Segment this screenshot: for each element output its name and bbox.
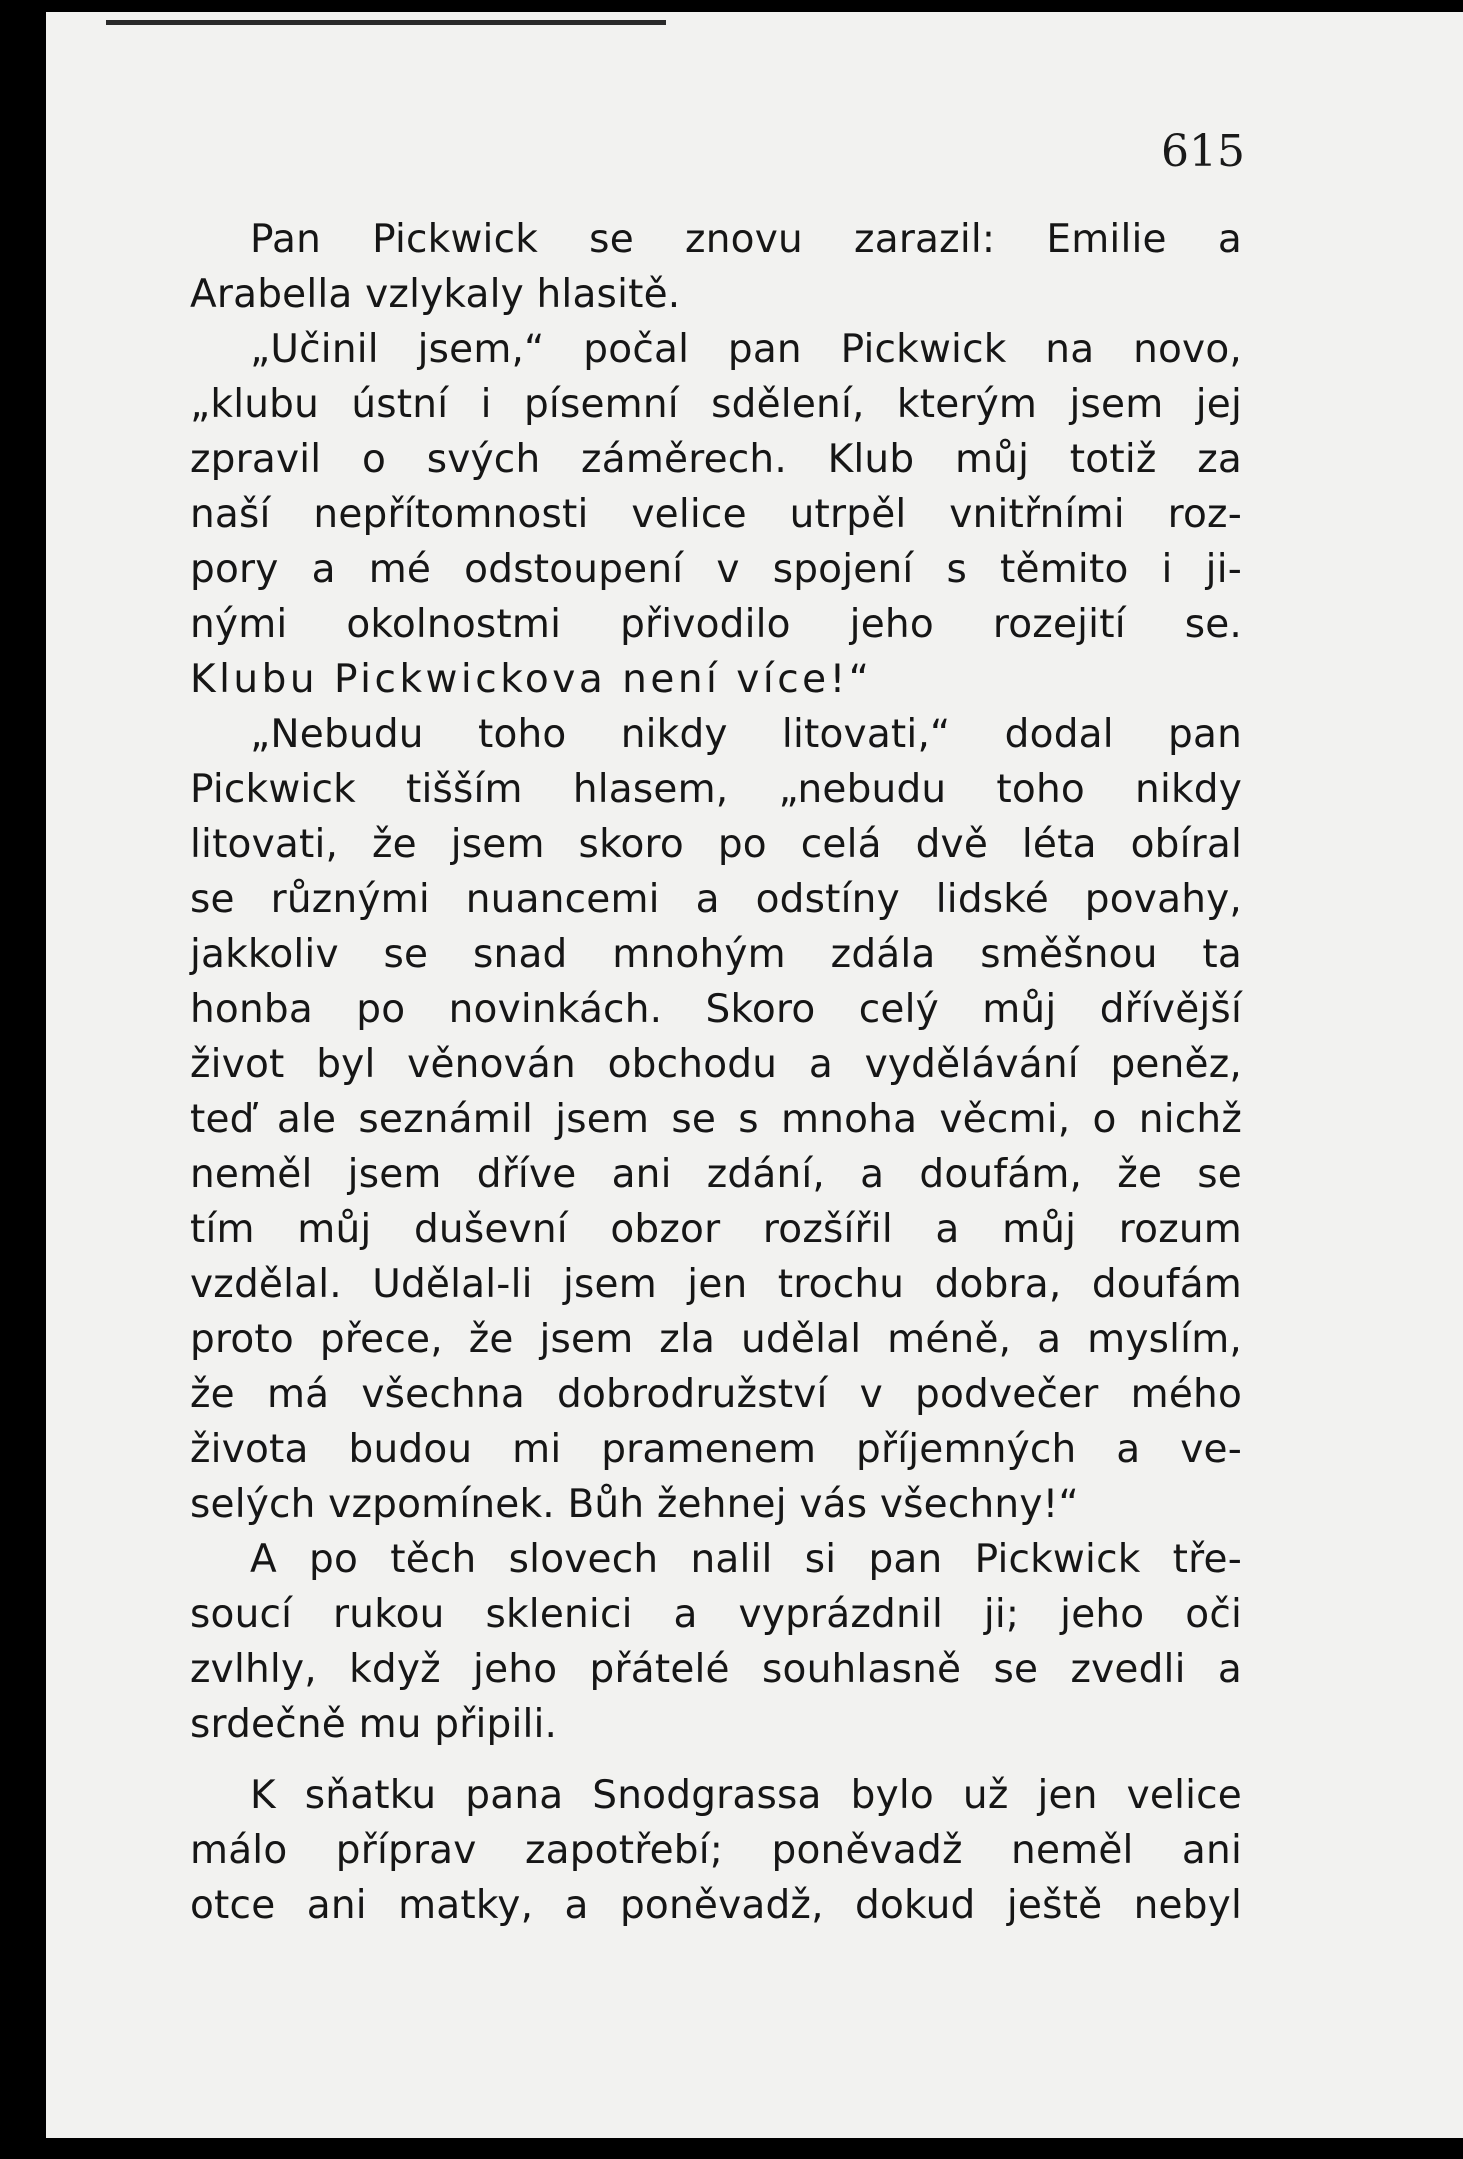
text-line: že má všechna dobrodružství v podvečer mého [190, 1372, 1242, 1417]
text-line: neměl jsem dříve ani zdání, a doufám, že se [190, 1152, 1242, 1197]
text-line: teď ale seznámil jsem se s mnoha věcmi, o nichž [190, 1097, 1242, 1142]
text-line: otce ani matky, a poněvadž, dokud ještě nebyl [190, 1883, 1242, 1928]
page-number: 615 [1161, 126, 1245, 177]
body-text [190, 212, 1242, 1933]
text-line: srdečně mu připili. [190, 1702, 558, 1747]
text-line: se různými nuancemi a odstíny lidské povahy, [190, 877, 1242, 922]
text-line: A po těch slovech nalil si pan Pickwick tře- [250, 1537, 1242, 1582]
text-line: nými okolnostmi přivodilo jeho rozejití se. [190, 602, 1242, 647]
text-line: selých vzpomínek. Bůh žehnej vás všechny!“ [190, 1482, 1079, 1527]
text-line: litovati, že jsem skoro po celá dvě léta obíral [190, 822, 1242, 867]
text-line: zpravil o svých záměrech. Klub můj totiž za [190, 437, 1242, 482]
text-line: soucí rukou sklenici a vyprázdnil ji; jeho oči [190, 1592, 1242, 1637]
text-line: Pickwick tišším hlasem, „nebudu toho nikdy [190, 767, 1242, 812]
text-line: málo příprav zapotřebí; poněvadž neměl ani [190, 1828, 1242, 1873]
text-line: Pan Pickwick se znovu zarazil: Emilie a [250, 217, 1242, 262]
text-line: Klubu Pickwickova není více!“ [190, 657, 873, 702]
text-line: honba po novinkách. Skoro celý můj dřívější [190, 987, 1242, 1032]
text-line: život byl věnován obchodu a vydělávání peněz, [190, 1042, 1242, 1087]
text-line: proto přece, že jsem zla udělal méně, a myslím, [190, 1317, 1242, 1362]
text-line: pory a mé odstoupení v spojení s těmito i ji- [190, 547, 1242, 592]
text-line: Arabella vzlykaly hlasitě. [190, 272, 681, 317]
text-line: vzdělal. Udělal-li jsem jen trochu dobra, doufám [190, 1262, 1242, 1307]
text-line: jakkoliv se snad mnohým zdála směšnou ta [190, 932, 1242, 977]
top-edge-rule [106, 20, 666, 25]
text-line: „klubu ústní i písemní sdělení, kterým jsem jej [190, 382, 1242, 427]
book-page [46, 12, 1463, 2138]
text-line: „Nebudu toho nikdy litovati,“ dodal pan [250, 712, 1242, 757]
text-line: života budou mi pramenem příjemných a ve- [190, 1427, 1242, 1472]
text-line: naší nepřítomnosti velice utrpěl vnitřními roz- [190, 492, 1242, 537]
text-line: K sňatku pana Snodgrassa bylo už jen velice [250, 1773, 1242, 1818]
text-line: „Učinil jsem,“ počal pan Pickwick na novo, [250, 327, 1242, 372]
text-line: zvlhly, když jeho přátelé souhlasně se zvedli a [190, 1647, 1242, 1692]
text-line: tím můj duševní obzor rozšířil a můj rozum [190, 1207, 1242, 1252]
